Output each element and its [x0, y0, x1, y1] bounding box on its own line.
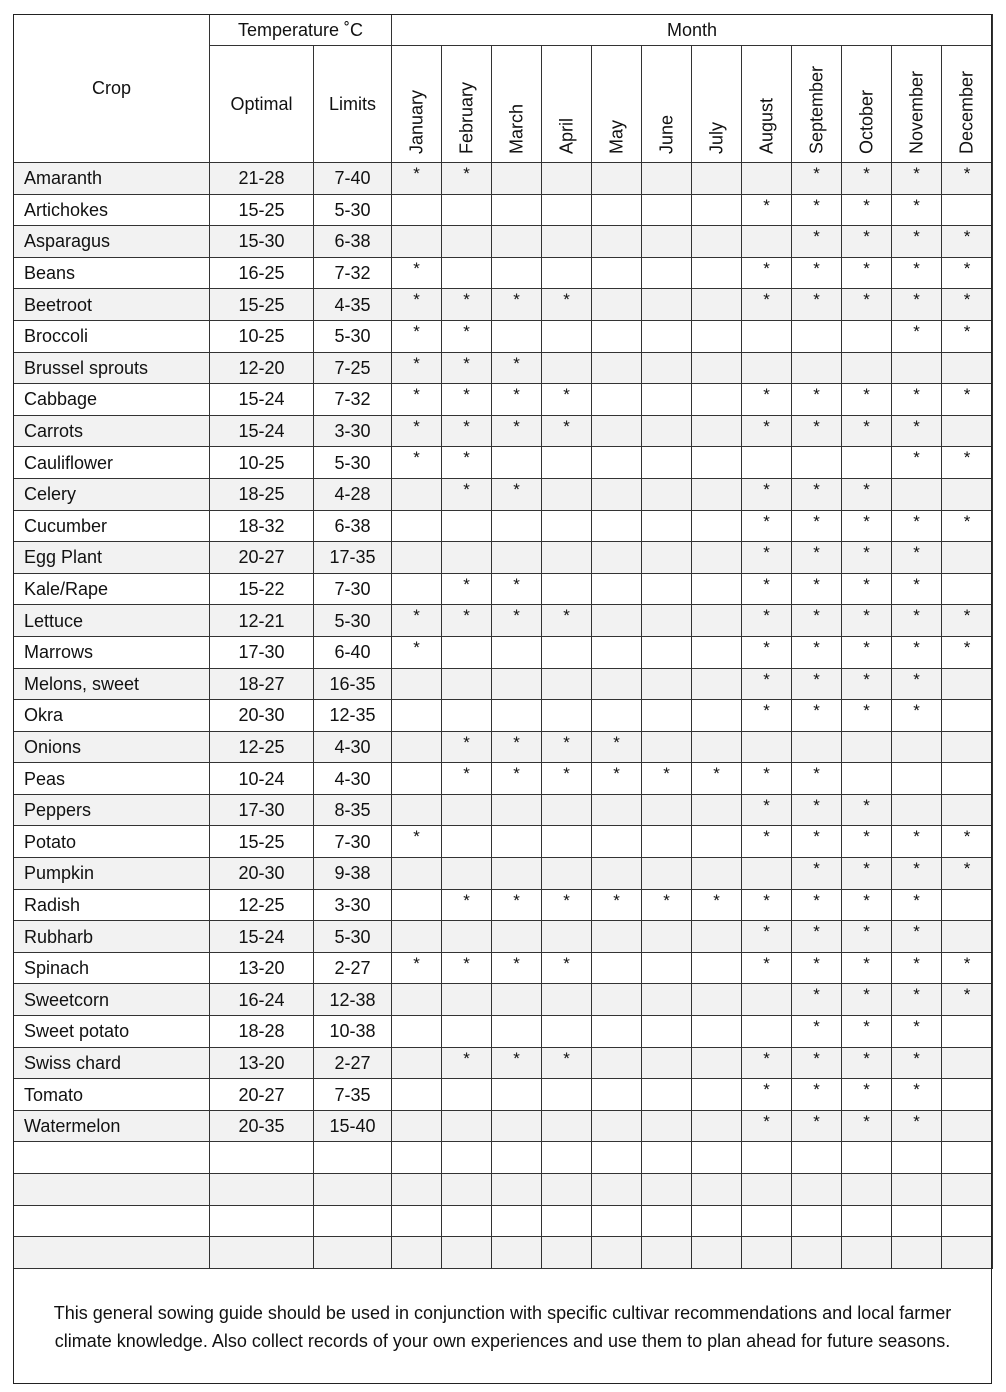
month-mark-cell: *	[492, 1047, 542, 1079]
month-mark-cell: *	[542, 731, 592, 763]
month-mark-cell: *	[442, 320, 492, 352]
month-mark-cell: *	[892, 858, 942, 890]
month-mark-cell: *	[892, 415, 942, 447]
month-mark-cell: *	[842, 194, 892, 226]
month-mark-cell: *	[792, 415, 842, 447]
month-mark-cell: *	[692, 763, 742, 795]
crop-cell: Cauliflower	[14, 447, 210, 479]
month-mark-cell: *	[892, 921, 942, 953]
month-mark-cell: *	[942, 163, 993, 195]
month-mark-cell: *	[492, 384, 542, 416]
month-mark-cell: *	[942, 605, 993, 637]
optimal-cell: 13-20	[210, 952, 314, 984]
month-mark-cell: *	[392, 257, 442, 289]
month-mark-cell: *	[492, 573, 542, 605]
month-mark-cell: *	[392, 289, 442, 321]
month-mark-cell: *	[892, 194, 942, 226]
month-mark-cell: *	[392, 415, 442, 447]
limits-cell: 4-30	[314, 731, 392, 763]
month-mark-cell: *	[892, 1016, 942, 1048]
crop-cell: Brussel sprouts	[14, 352, 210, 384]
optimal-cell: 18-28	[210, 1016, 314, 1048]
optimal-cell: 10-25	[210, 447, 314, 479]
month-mark-cell: *	[542, 289, 592, 321]
month-mark-cell: *	[492, 889, 542, 921]
crop-cell: Watermelon	[14, 1110, 210, 1142]
crop-cell: Celery	[14, 478, 210, 510]
optimal-cell: 20-35	[210, 1110, 314, 1142]
limits-cell: 7-25	[314, 352, 392, 384]
month-mark-cell: *	[542, 952, 592, 984]
month-mark-cell: *	[642, 889, 692, 921]
crop-cell: Radish	[14, 889, 210, 921]
month-mark-cell: *	[492, 352, 542, 384]
limits-cell: 7-32	[314, 257, 392, 289]
month-mark-cell: *	[792, 826, 842, 858]
month-mark-cell: *	[842, 384, 892, 416]
limits-cell: 2-27	[314, 952, 392, 984]
optimal-cell: 15-25	[210, 289, 314, 321]
limits-cell: 4-30	[314, 763, 392, 795]
month-label: May	[606, 119, 627, 154]
month-mark-cell: *	[742, 510, 792, 542]
month-mark-cell: *	[742, 194, 792, 226]
month-mark-cell: *	[942, 826, 993, 858]
limits-cell: 2-27	[314, 1047, 392, 1079]
month-mark-cell: *	[492, 289, 542, 321]
month-mark-cell: *	[792, 952, 842, 984]
month-label: July	[706, 121, 727, 154]
crop-cell: Swiss chard	[14, 1047, 210, 1079]
month-mark-cell: *	[892, 889, 942, 921]
month-mark-cell: *	[892, 826, 942, 858]
month-mark-cell: *	[742, 257, 792, 289]
month-mark-cell: *	[742, 952, 792, 984]
month-mark-cell: *	[842, 542, 892, 574]
month-mark-cell: *	[842, 921, 892, 953]
month-mark-cell: *	[892, 384, 942, 416]
month-mark-cell: *	[842, 605, 892, 637]
month-mark-cell: *	[792, 542, 842, 574]
month-mark-cell: *	[742, 1110, 792, 1142]
month-mark-cell: *	[792, 1047, 842, 1079]
optimal-cell: 15-22	[210, 573, 314, 605]
month-mark-cell: *	[792, 1110, 842, 1142]
optimal-cell: 21-28	[210, 163, 314, 195]
month-mark-cell: *	[742, 921, 792, 953]
month-mark-cell: *	[742, 636, 792, 668]
month-mark-cell: *	[442, 889, 492, 921]
crop-cell: Cucumber	[14, 510, 210, 542]
month-mark-cell: *	[742, 889, 792, 921]
month-mark-cell: *	[442, 478, 492, 510]
temperature-header: Temperature ˚C	[210, 15, 392, 46]
month-mark-cell: *	[742, 573, 792, 605]
crop-cell: Artichokes	[14, 194, 210, 226]
month-mark-cell: *	[892, 952, 942, 984]
limits-cell: 7-32	[314, 384, 392, 416]
limits-cell: 7-30	[314, 826, 392, 858]
limits-cell: 5-30	[314, 921, 392, 953]
crop-cell: Egg Plant	[14, 542, 210, 574]
month-mark-cell: *	[392, 952, 442, 984]
month-mark-cell: *	[742, 1047, 792, 1079]
month-mark-cell: *	[542, 605, 592, 637]
crop-cell: Sweet potato	[14, 1016, 210, 1048]
month-mark-cell: *	[892, 289, 942, 321]
month-mark-cell: *	[792, 889, 842, 921]
month-mark-cell: *	[542, 1047, 592, 1079]
month-mark-cell: *	[742, 794, 792, 826]
month-mark-cell: *	[442, 1047, 492, 1079]
optimal-cell: 16-24	[210, 984, 314, 1016]
limits-cell: 6-40	[314, 636, 392, 668]
month-mark-cell: *	[892, 636, 942, 668]
optimal-cell: 15-30	[210, 226, 314, 258]
month-mark-cell: *	[842, 668, 892, 700]
month-mark-cell: *	[542, 384, 592, 416]
month-mark-cell: *	[442, 731, 492, 763]
month-mark-cell: *	[742, 700, 792, 732]
optimal-cell: 17-30	[210, 636, 314, 668]
limits-header: Limits	[314, 46, 392, 163]
month-mark-cell: *	[892, 1079, 942, 1111]
month-mark-cell: *	[892, 668, 942, 700]
month-mark-cell: *	[842, 1079, 892, 1111]
month-mark-cell: *	[892, 257, 942, 289]
limits-cell: 4-28	[314, 478, 392, 510]
month-mark-cell: *	[892, 1110, 942, 1142]
month-mark-cell: *	[892, 510, 942, 542]
month-mark-cell: *	[842, 510, 892, 542]
month-label: June	[656, 114, 677, 154]
month-mark-cell: *	[892, 605, 942, 637]
optimal-cell: 20-27	[210, 1079, 314, 1111]
crop-cell: Amaranth	[14, 163, 210, 195]
crop-cell: Peppers	[14, 794, 210, 826]
month-mark-cell: *	[492, 952, 542, 984]
month-mark-cell: *	[792, 984, 842, 1016]
crop-cell: Sweetcorn	[14, 984, 210, 1016]
month-mark-cell: *	[742, 478, 792, 510]
optimal-header: Optimal	[210, 46, 314, 163]
month-mark-cell: *	[742, 542, 792, 574]
limits-cell: 7-35	[314, 1079, 392, 1111]
limits-cell: 12-38	[314, 984, 392, 1016]
month-mark-cell: *	[842, 226, 892, 258]
month-mark-cell: *	[792, 636, 842, 668]
limits-cell: 7-40	[314, 163, 392, 195]
crop-cell: Peas	[14, 763, 210, 795]
month-mark-cell: *	[792, 573, 842, 605]
month-mark-cell: *	[942, 952, 993, 984]
crop-cell: Beans	[14, 257, 210, 289]
crop-cell: Potato	[14, 826, 210, 858]
month-mark-cell: *	[792, 510, 842, 542]
month-mark-cell: *	[842, 636, 892, 668]
month-mark-cell: *	[892, 542, 942, 574]
limits-cell: 8-35	[314, 794, 392, 826]
month-mark-cell: *	[942, 636, 993, 668]
limits-cell: 5-30	[314, 447, 392, 479]
optimal-cell: 20-30	[210, 700, 314, 732]
month-mark-cell: *	[892, 984, 942, 1016]
crop-cell: Cabbage	[14, 384, 210, 416]
month-mark-cell: *	[442, 415, 492, 447]
month-mark-cell: *	[792, 163, 842, 195]
month-mark-cell: *	[792, 794, 842, 826]
month-mark-cell: *	[742, 668, 792, 700]
month-mark-cell: *	[542, 763, 592, 795]
crop-header: Crop	[14, 15, 210, 163]
optimal-cell: 12-21	[210, 605, 314, 637]
month-mark-cell: *	[442, 163, 492, 195]
month-label: December	[956, 70, 977, 154]
limits-cell: 5-30	[314, 605, 392, 637]
month-mark-cell: *	[892, 700, 942, 732]
crop-cell: Kale/Rape	[14, 573, 210, 605]
month-mark-cell: *	[742, 763, 792, 795]
crop-cell: Pumpkin	[14, 858, 210, 890]
month-label: February	[456, 81, 477, 154]
month-label: January	[406, 89, 427, 154]
crop-cell: Tomato	[14, 1079, 210, 1111]
month-mark-cell: *	[792, 384, 842, 416]
month-mark-cell: *	[842, 289, 892, 321]
optimal-cell: 10-25	[210, 320, 314, 352]
month-mark-cell: *	[492, 415, 542, 447]
optimal-cell: 15-24	[210, 921, 314, 953]
month-mark-cell: *	[742, 384, 792, 416]
month-mark-cell: *	[792, 478, 842, 510]
month-mark-cell: *	[592, 889, 642, 921]
month-label: September	[806, 65, 827, 154]
month-mark-cell: *	[492, 763, 542, 795]
limits-cell: 3-30	[314, 889, 392, 921]
month-mark-cell: *	[842, 257, 892, 289]
month-mark-cell: *	[792, 700, 842, 732]
month-mark-cell: *	[842, 1016, 892, 1048]
month-mark-cell: *	[842, 415, 892, 447]
month-mark-cell: *	[392, 384, 442, 416]
month-mark-cell: *	[942, 289, 993, 321]
optimal-cell: 15-25	[210, 826, 314, 858]
month-mark-cell: *	[592, 731, 642, 763]
limits-cell: 12-35	[314, 700, 392, 732]
optimal-cell: 15-25	[210, 194, 314, 226]
month-mark-cell: *	[392, 826, 442, 858]
optimal-cell: 18-32	[210, 510, 314, 542]
month-mark-cell: *	[792, 289, 842, 321]
month-mark-cell: *	[942, 320, 993, 352]
crop-cell: Lettuce	[14, 605, 210, 637]
optimal-cell: 13-20	[210, 1047, 314, 1079]
month-mark-cell: *	[742, 289, 792, 321]
month-mark-cell: *	[742, 826, 792, 858]
month-mark-cell: *	[492, 478, 542, 510]
month-mark-cell: *	[792, 257, 842, 289]
limits-cell: 6-38	[314, 226, 392, 258]
month-mark-cell: *	[442, 952, 492, 984]
optimal-cell: 12-25	[210, 889, 314, 921]
month-mark-cell: *	[842, 984, 892, 1016]
month-mark-cell: *	[442, 384, 492, 416]
month-header: Month	[392, 15, 993, 46]
month-mark-cell: *	[842, 889, 892, 921]
month-mark-cell: *	[742, 1079, 792, 1111]
optimal-cell: 16-25	[210, 257, 314, 289]
month-mark-cell: *	[792, 194, 842, 226]
limits-cell: 4-35	[314, 289, 392, 321]
month-mark-cell: *	[942, 226, 993, 258]
month-mark-cell: *	[742, 415, 792, 447]
optimal-cell: 20-27	[210, 542, 314, 574]
optimal-cell: 15-24	[210, 384, 314, 416]
month-mark-cell: *	[692, 889, 742, 921]
month-mark-cell: *	[592, 763, 642, 795]
month-mark-cell: *	[842, 826, 892, 858]
limits-cell: 5-30	[314, 320, 392, 352]
limits-cell: 17-35	[314, 542, 392, 574]
page-border	[13, 14, 992, 1384]
month-mark-cell: *	[792, 668, 842, 700]
month-mark-cell: *	[442, 352, 492, 384]
month-mark-cell: *	[892, 163, 942, 195]
sowing-guide-note: This general sowing guide should be used in conjunction with specific cultivar recommendations and local farmer climate knowledge. Also collect records of your own experiences and use them to plan ahead for future seasons.	[13, 1270, 992, 1384]
month-label: April	[556, 117, 577, 154]
optimal-cell: 18-25	[210, 478, 314, 510]
month-mark-cell: *	[392, 605, 442, 637]
crop-cell: Carrots	[14, 415, 210, 447]
month-mark-cell: *	[742, 605, 792, 637]
month-mark-cell: *	[842, 794, 892, 826]
optimal-cell: 12-25	[210, 731, 314, 763]
month-mark-cell: *	[392, 163, 442, 195]
month-mark-cell: *	[942, 257, 993, 289]
month-mark-cell: *	[842, 573, 892, 605]
optimal-cell: 17-30	[210, 794, 314, 826]
crop-cell: Asparagus	[14, 226, 210, 258]
optimal-cell: 15-24	[210, 415, 314, 447]
limits-cell: 9-38	[314, 858, 392, 890]
crop-cell: Marrows	[14, 636, 210, 668]
limits-cell: 5-30	[314, 194, 392, 226]
month-label: October	[856, 89, 877, 154]
month-mark-cell: *	[442, 289, 492, 321]
month-mark-cell: *	[892, 573, 942, 605]
month-mark-cell: *	[792, 763, 842, 795]
month-mark-cell: *	[642, 763, 692, 795]
limits-cell: 7-30	[314, 573, 392, 605]
month-mark-cell: *	[442, 763, 492, 795]
month-mark-cell: *	[842, 1047, 892, 1079]
month-mark-cell: *	[942, 858, 993, 890]
month-mark-cell: *	[542, 889, 592, 921]
month-mark-cell: *	[792, 1079, 842, 1111]
month-mark-cell: *	[842, 700, 892, 732]
month-mark-cell: *	[842, 478, 892, 510]
month-mark-cell: *	[842, 952, 892, 984]
crop-cell: Beetroot	[14, 289, 210, 321]
limits-cell: 16-35	[314, 668, 392, 700]
month-label: March	[506, 103, 527, 154]
month-mark-cell: *	[842, 858, 892, 890]
month-mark-cell: *	[942, 984, 993, 1016]
month-mark-cell: *	[942, 447, 993, 479]
month-mark-cell: *	[392, 320, 442, 352]
month-mark-cell: *	[442, 447, 492, 479]
crop-cell: Okra	[14, 700, 210, 732]
month-mark-cell: *	[792, 605, 842, 637]
month-mark-cell: *	[442, 573, 492, 605]
optimal-cell: 18-27	[210, 668, 314, 700]
month-mark-cell: *	[792, 921, 842, 953]
optimal-cell: 10-24	[210, 763, 314, 795]
month-mark-cell: *	[892, 320, 942, 352]
month-mark-cell: *	[942, 384, 993, 416]
month-mark-cell: *	[942, 510, 993, 542]
month-mark-cell: *	[792, 858, 842, 890]
month-mark-cell: *	[542, 415, 592, 447]
month-mark-cell: *	[442, 605, 492, 637]
month-mark-cell: *	[492, 731, 542, 763]
month-mark-cell: *	[892, 447, 942, 479]
limits-cell: 10-38	[314, 1016, 392, 1048]
month-mark-cell: *	[492, 605, 542, 637]
optimal-cell: 20-30	[210, 858, 314, 890]
month-label: November	[906, 70, 927, 154]
crop-cell: Onions	[14, 731, 210, 763]
crop-cell: Melons, sweet	[14, 668, 210, 700]
month-label: August	[756, 97, 777, 154]
optimal-cell: 12-20	[210, 352, 314, 384]
crop-cell: Broccoli	[14, 320, 210, 352]
month-mark-cell: *	[892, 1047, 942, 1079]
month-mark-cell: *	[892, 226, 942, 258]
limits-cell: 15-40	[314, 1110, 392, 1142]
crop-cell: Rubharb	[14, 921, 210, 953]
month-mark-cell: *	[792, 1016, 842, 1048]
month-mark-cell: *	[392, 447, 442, 479]
limits-cell: 6-38	[314, 510, 392, 542]
month-mark-cell: *	[792, 226, 842, 258]
month-mark-cell: *	[842, 1110, 892, 1142]
month-mark-cell: *	[392, 636, 442, 668]
limits-cell: 3-30	[314, 415, 392, 447]
month-mark-cell: *	[392, 352, 442, 384]
month-mark-cell: *	[842, 163, 892, 195]
crop-cell: Spinach	[14, 952, 210, 984]
